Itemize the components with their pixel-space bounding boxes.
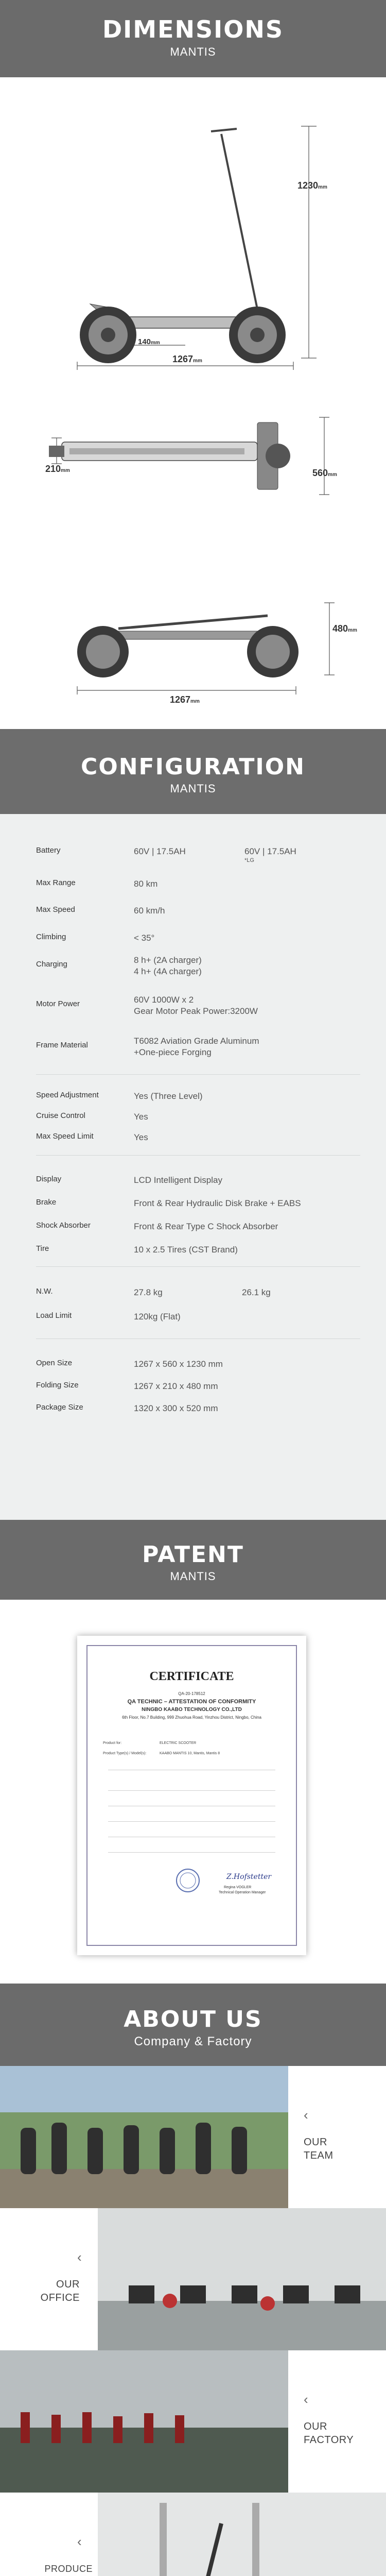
about-banner xyxy=(0,1984,386,2066)
certificate-signer-role: Technical Operation Manager xyxy=(219,1891,266,1894)
dimensions-drawings xyxy=(0,77,386,729)
patent-section xyxy=(0,1600,386,1984)
dimensions-banner xyxy=(0,0,386,77)
scooter-side-view xyxy=(0,77,386,386)
certificate-seal-icon xyxy=(175,1868,201,1893)
certificate-product-row: Product for: ELECTRIC SCOOTER xyxy=(103,1741,197,1745)
certificate-heading: CERTIFICATE xyxy=(149,1670,234,1683)
height-label: 1230mm xyxy=(297,180,327,191)
chevron-left-icon: ‹ xyxy=(77,2534,82,2549)
dimensions-title: DIMENSIONS xyxy=(102,15,284,43)
factory-photo xyxy=(0,2350,288,2493)
development-photo xyxy=(98,2493,386,2576)
width-top-label: 210mm xyxy=(45,464,70,474)
configuration-banner xyxy=(0,729,386,814)
certificate-number: QA-20-178512 xyxy=(178,1691,205,1696)
handlebar-label: 560mm xyxy=(312,468,337,478)
office-photo xyxy=(98,2208,386,2350)
about-development-row xyxy=(0,2493,386,2576)
office-label: OUR OFFICE xyxy=(40,2279,80,2303)
team-label: OUR TEAM xyxy=(304,2137,334,2161)
patent-banner xyxy=(0,1520,386,1600)
certificate-image xyxy=(77,1636,306,1955)
divider xyxy=(36,1155,360,1156)
dimensions-subtitle: MANTIS xyxy=(170,45,216,58)
development-caption xyxy=(0,2493,98,2576)
about-subtitle: Company & Factory xyxy=(134,2035,252,2048)
divider xyxy=(36,1266,360,1267)
certificate-rule xyxy=(108,1852,275,1853)
office-caption xyxy=(0,2208,98,2350)
deck-label: 140mm xyxy=(138,337,160,346)
patent-subtitle: MANTIS xyxy=(170,1570,216,1583)
certificate-signature: Z.Hofstetter xyxy=(226,1873,272,1881)
configuration-subtitle: MANTIS xyxy=(170,782,216,795)
certificate-holder: NINGBO KAABO TECHNOLOGY CO.,LTD xyxy=(142,1707,242,1713)
certificate-border xyxy=(86,1645,297,1946)
fold-length-label: 1267mm xyxy=(170,694,200,705)
certificate-model-row: Product Type(s) / Model(s): KAABO MANTIS 10, Mantis, Mantis 8 xyxy=(103,1752,220,1755)
certificate-address: 6th Floor, No.7 Building, 999 Zhuohua Road, Yinzhou District, Ningbo, China xyxy=(122,1715,261,1720)
length-label: 1267mm xyxy=(172,354,202,364)
configuration-title: CONFIGURATION xyxy=(81,754,305,780)
factory-label: OUR FACTORY xyxy=(304,2421,354,2446)
certificate-rule xyxy=(108,1790,275,1791)
divider xyxy=(36,1074,360,1075)
about-team-row xyxy=(0,2066,386,2208)
team-photo xyxy=(0,2066,288,2208)
chevron-left-icon: ‹ xyxy=(304,2107,308,2123)
certificate-signer: Regina VOGLER xyxy=(224,1886,252,1889)
certificate-rule xyxy=(108,1821,275,1822)
patent-title: PATENT xyxy=(142,1541,244,1568)
certificate-org: QA TECHNIC – ATTESTATION OF CONFORMITY xyxy=(127,1699,256,1705)
fold-height-label: 480mm xyxy=(332,623,357,634)
chevron-left-icon: ‹ xyxy=(304,2392,308,2407)
factory-caption xyxy=(288,2350,386,2493)
scooter-folded-view xyxy=(0,587,386,711)
divider xyxy=(36,1338,360,1339)
development-label: PRODUCE xyxy=(44,2564,93,2574)
configuration-table: Battery 60V | 17.5AH 60V | 17.5AH *LG Max Range 80 km Max Speed 60 km/h Climbing < 35° Charging 8 h+ (2A charger) 4 h+ (4A charger) Motor Power 60V 1000W x 2 Gear Motor Peak Power:3200W Frame Material T6082 Aviation Grade Aluminum +One-piece Forging Speed Adjustment Yes (Three Level) Cruise Control Yes Max Speed Limit Yes Display LCD Intelligent Display Brake Front & Rear Hydraulic Disk Brake + EABS Shock Absorber Front & Rear Type C Shock Absorber Tire 10 x 2.5 Tires (CST Brand) N.W. 27.8 kg 26.1 kg Load Limit 120kg (Flat) Open Size 1267 x 560 x 1230 mm Folding Size 1267 x 210 x 480 mm Package Size 1320 x 300 x 520 mm xyxy=(0,814,386,1520)
about-office-row xyxy=(0,2208,386,2350)
about-title: ABOUT US xyxy=(124,2006,262,2032)
about-factory-row xyxy=(0,2350,386,2493)
chevron-left-icon: ‹ xyxy=(77,2249,82,2265)
team-caption xyxy=(288,2066,386,2208)
